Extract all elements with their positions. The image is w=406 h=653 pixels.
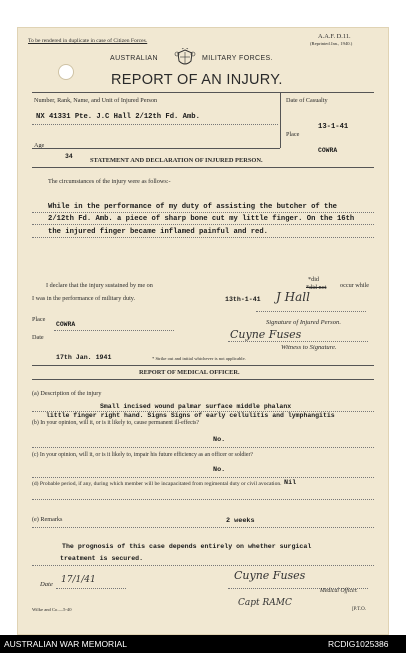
age-label: Age <box>34 142 45 149</box>
declare-date: 13th-1-41 <box>225 296 261 303</box>
top-rule <box>32 92 374 93</box>
date-value: 17th Jan. 1941 <box>56 354 112 361</box>
mo-date-value: 17/1/41 <box>61 575 96 585</box>
strike-note: * Strike out and initial whichever is not applicable. <box>152 356 246 361</box>
footer-source: AUSTRALIAN WAR MEMORIAL <box>4 639 127 649</box>
place-value: COWRA <box>318 147 338 154</box>
circumstance-line-3: the injured finger became inflamed painful and red. <box>48 228 268 236</box>
age-value: 34 <box>65 153 73 160</box>
e-value: 2 weeks <box>226 517 255 525</box>
name-value: NX 41331 Pte. J.C Hall 2/12th Fd. Amb. <box>36 113 200 121</box>
footer-reference: RCDIG1025386 <box>328 639 389 649</box>
mo-label: Medical Officer. <box>320 588 358 594</box>
casualty-label: Date of Casualty <box>286 97 328 104</box>
witness-signature-label: Witness to Signature. <box>281 344 337 351</box>
dept-left: AUSTRALIAN <box>110 55 158 62</box>
did-not-option: *did not <box>306 284 327 291</box>
b-value: No. <box>213 436 226 444</box>
did-option: *did <box>308 276 320 283</box>
injured-signature-label: Signature of Injured Person. <box>266 319 341 326</box>
c-value: No. <box>213 466 226 474</box>
name-label: Number, Rank, Name, and Unit of Injured Person <box>34 97 158 104</box>
mo-date-label: Date <box>40 581 53 588</box>
circumstance-line-2: 2/12th Fd. Amb. a piece of sharp bone cut my little finger. On the 16th <box>48 215 355 223</box>
c-label: (c) In your opinion, will it, or is it likely to, impair his future efficiency as an officer or soldier? <box>32 452 253 458</box>
injured-signature: J Hall <box>276 290 310 304</box>
medical-heading: REPORT OF MEDICAL OFFICER. <box>139 369 240 376</box>
a-value-1: Small incised wound palmar surface middle phalanx <box>100 403 292 410</box>
dept-right: MILITARY FORCES. <box>202 55 273 62</box>
pto-note: [P.T.O. <box>352 607 366 612</box>
form-reprinted: (Reprinted Jan., 1940.) <box>310 41 353 46</box>
archive-footer <box>0 635 406 653</box>
d-label: (d) Probable period, if any, during which member will be incapacitated from regimental duty or civil avocation. <box>32 481 282 487</box>
prognosis-line-2: treatment is secured. <box>60 555 144 562</box>
declare-line-2: I was in the performance of military duty. <box>32 295 136 302</box>
statement-heading: STATEMENT AND DECLARATION OF INJURED PERSON. <box>90 157 263 164</box>
circumstances-intro: The circumstances of the injury were as follows:- <box>48 178 171 185</box>
page-title: REPORT OF AN INJURY. <box>111 72 283 88</box>
date-label: Date <box>32 334 44 341</box>
form-paper <box>18 28 388 634</box>
mo-rank: Capt RAMC <box>238 598 292 608</box>
coat-of-arms-icon <box>174 48 196 68</box>
place-label-2: Place <box>32 316 46 323</box>
duplicate-note: To be rendered in duplicate in case of Citizen Forces. <box>28 38 148 44</box>
punch-hole <box>58 64 74 80</box>
occur-while: occur while <box>340 282 370 289</box>
casualty-divider <box>280 92 281 148</box>
mo-signature: Cuyne Fuses <box>234 569 306 582</box>
prognosis-line-1: The prognosis of this case depends entirely on whether surgical <box>62 543 312 550</box>
e-label: (e) Remarks <box>32 516 63 523</box>
b-label: (b) In your opinion, will it, or is it likely to, cause permanent ill-effects? <box>32 420 199 426</box>
form-code: A.A.F. D.11. <box>318 33 351 40</box>
declare-line-1: I declare that the injury sustained by me on <box>46 282 153 289</box>
a-label: (a) Description of the injury <box>32 390 102 397</box>
place-label: Place <box>286 131 300 138</box>
circumstance-line-1: While in the performance of my duty of assisting the butcher of the <box>48 203 337 211</box>
casualty-value: 13-1-41 <box>318 123 349 131</box>
place-value-2: COWRA <box>56 321 76 328</box>
a-value-2: little finger right hand. Signs Signs of early cellulitis and lymphangitis <box>46 412 335 419</box>
witness-signature: Cuyne Fuses <box>230 328 302 341</box>
printer-imprint: Wilke and Co.—5-40 <box>32 607 72 612</box>
d-value: Nil <box>284 479 297 487</box>
